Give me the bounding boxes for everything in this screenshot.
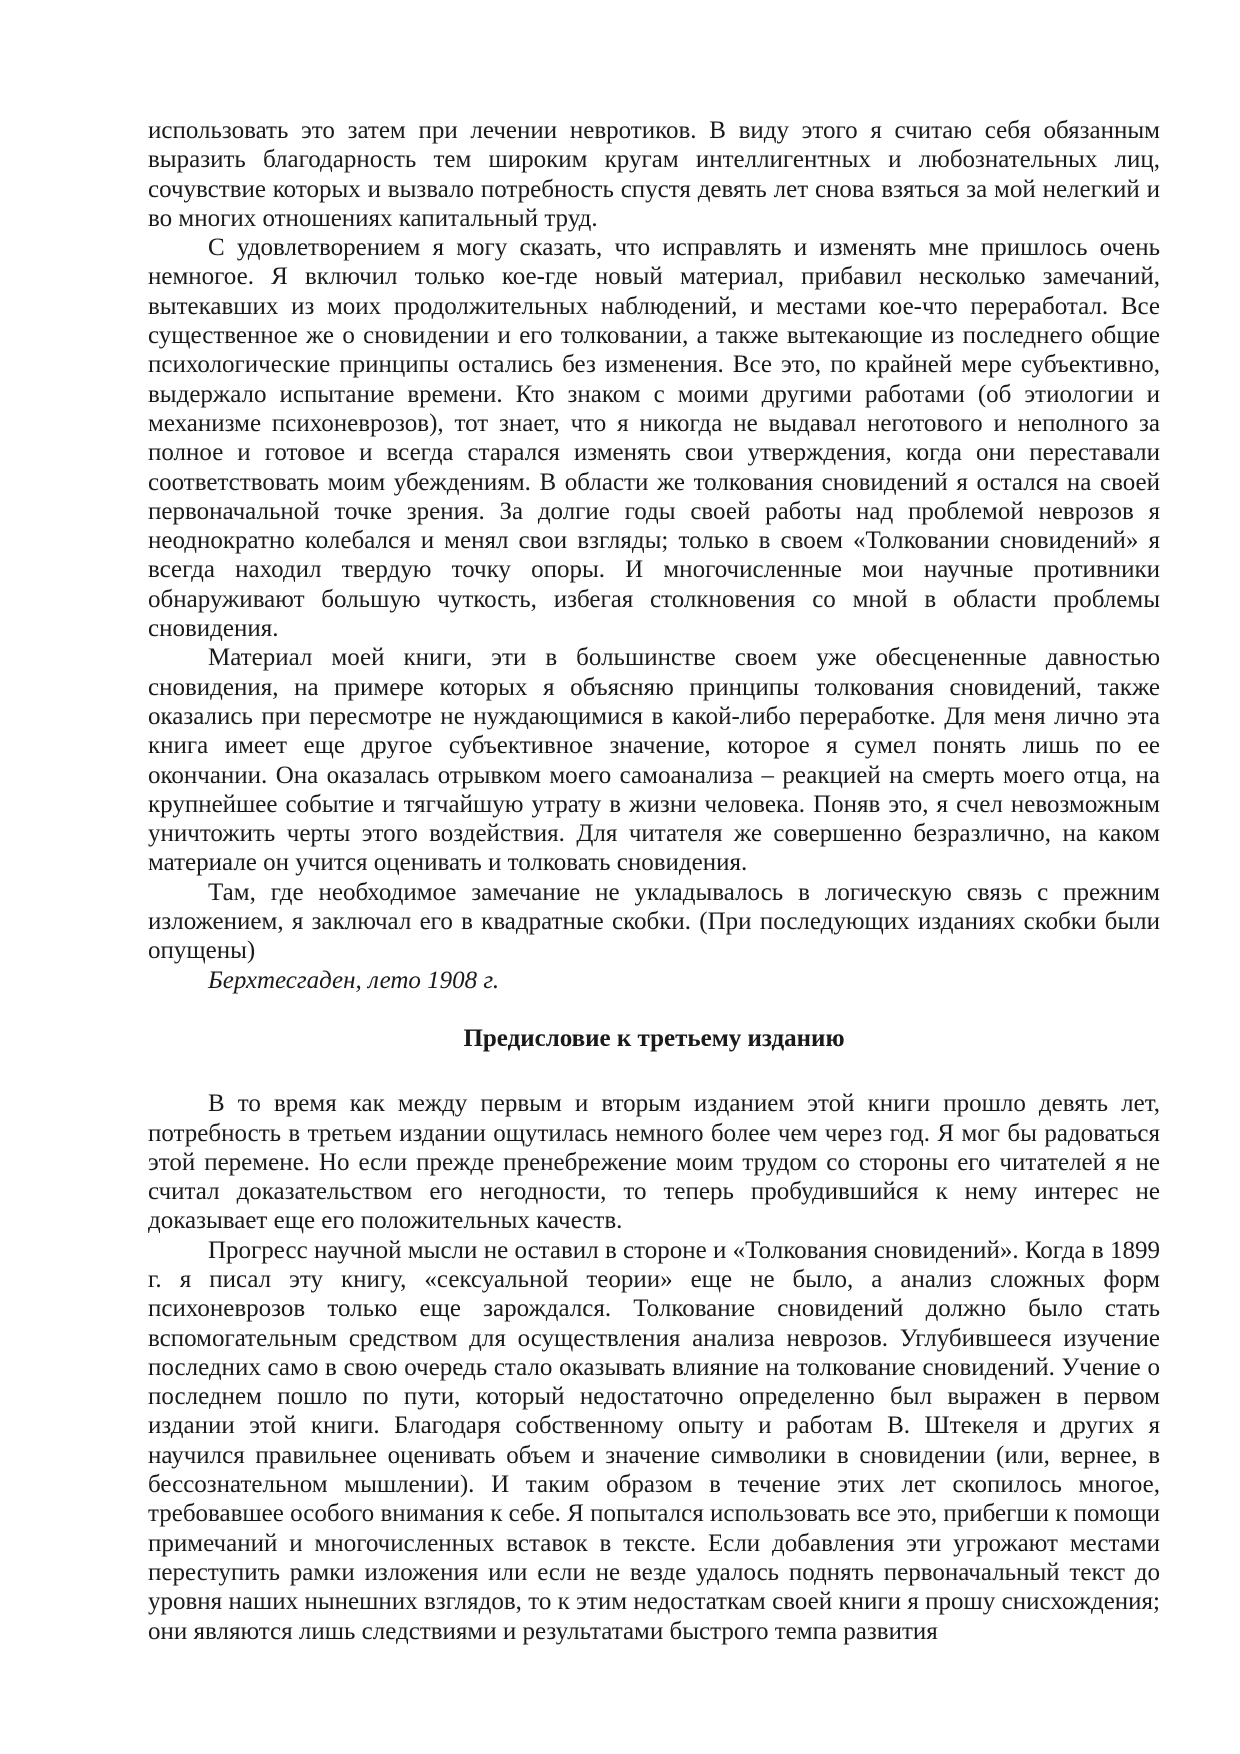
document-page — [148, 116, 1160, 1646]
paragraph: Там, где необходимое замечание не укладывалось в логическую связь с прежним изложением, я заключал его в квадратные скобки. (При последующих изданиях скобки были опущены) — [148, 878, 1160, 965]
paragraph: Материал моей книги, эти в большинстве своем уже обесцененные давностью сновидения, на примере которых я объясняю принципы толкования сновидений, также оказались при пересмотре не нуждающимися в какой-либо переработке. Для меня лично эта книга имеет еще другое субъективное значение, которое я сумел понять лишь по ее окончании. Она оказалась отрывком моего самоанализа – реакцией на смерть моего отца, на крупнейшее событие и тягчайшую утрату в жизни человека. Поняв это, я счел невозможным уничтожить черты этого воздействия. Для читателя же совершенно безразлично, на каком материале он учится оценивать и толковать сновидения. — [148, 644, 1160, 877]
section-heading: Предисловие к третьему изданию — [463, 1024, 845, 1052]
signature-line: Берхтесгаден, лето 1908 г. — [208, 966, 500, 994]
paragraph: Прогресс научной мысли не оставил в стороне и «Толкования сновидений». Когда в 1899 г. я писал эту книгу, «сексуальной теории» еще не было, а анализ сложных форм психоневрозов только еще зарождался. Толкование сновидений должно было стать вспомогательным средством для осуществления анализа неврозов. Углубившееся изучение последних само в свою очередь стало оказывать влияние на толкование сновидений. Учение о последнем пошло по пути, который недостаточно определенно был выражен в первом издании этой книги. Благодаря собственному опыту и работам В. Штекеля и других я научился правильнее оценивать объем и значение символики в сновидении (или, вернее, в бессознательном мышлении). И таким образом в течение этих лет скопилось многое, требовавшее особого внимания к себе. Я попытался использовать все это, прибегши к помощи примечаний и многочисленных вставок в тексте. Если добавления эти угрожают местами переступить рамки изложения или если не везде удалось поднять первоначальный текст до уровня наших нынешних взглядов, то к этим недостаткам своей книги я прошу снисхождения; они являются лишь следствиями и результатами быстрого темпа развития — [148, 1236, 1160, 1645]
paragraph: С удовлетворением я могу сказать, что исправлять и изменять мне пришлось очень немногое. Я включил только кое-где новый материал, прибавил несколько замечаний, вытекавших из моих продолжительных наблюдений, и местами кое-что переработал. Все существенное же о сновидении и его толковании, а также вытекающие из последнего общие психологические принципы остались без изменения. Все это, по крайней мере субъективно, выдержало испытание времени. Кто знаком с моими другими работами (об этиологии и механизме психоневрозов), тот знает, что я никогда не выдавал неготового и неполного за полное и готовое и всегда старался изменять свои утверждения, когда они переставали соответствовать моим убеждениям. В области же толкования сновидений я остался на своей первоначальной точке зрения. За долгие годы своей работы над проблемой неврозов я неоднократно колебался и менял свои взгляды; только в своем «Толковании сновидений» я всегда находил твердую точку опоры. И многочисленные мои научные противники обнаруживают большую чуткость, избегая столкновения со мной в области проблемы сновидения. — [148, 234, 1160, 643]
paragraph: В то время как между первым и вторым изданием этой книги прошло девять лет, потребность в третьем издании ощутилась немного более чем через год. Я мог бы радоваться этой перемене. Но если прежде пренебрежение моим трудом со стороны его читателей я не считал доказательством его негодности, то теперь пробудившийся к нему интерес не доказывает еще его положительных качеств. — [148, 1090, 1160, 1235]
paragraph-continued: использовать это затем при лечении невротиков. В виду этого я считаю себя обязанным выразить благодарность тем широким кругам интеллигентных и любознательных лиц, сочувствие которых и вызвало потребность спустя девять лет снова взяться за мой нелегкий и во многих отношениях капитальный труд. — [148, 117, 1160, 232]
